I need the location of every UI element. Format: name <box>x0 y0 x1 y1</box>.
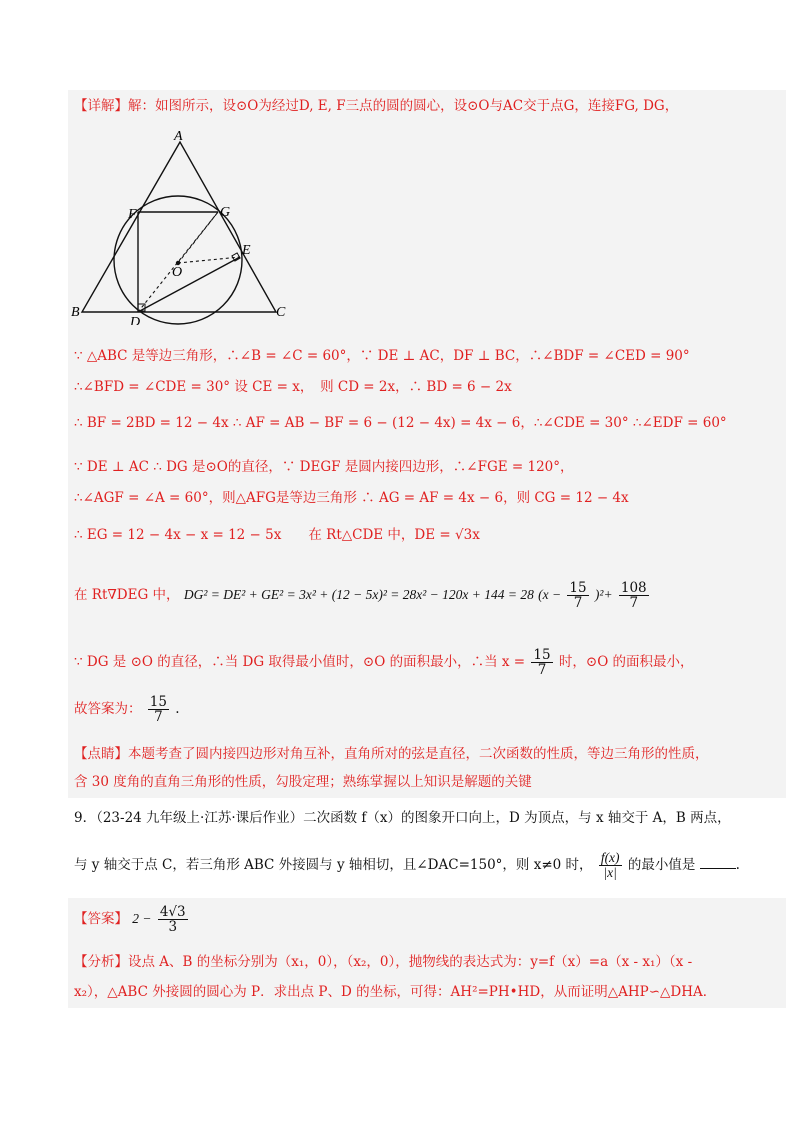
step-1: ∵ △ABC 是等边三角形，∴∠B = ∠C = 60°，∵ DE ⊥ AC，DF ⊥ BC，∴∠BDF = ∠CED = 90° <box>74 348 690 364</box>
eq-frac1-den: 7 <box>573 595 583 611</box>
concl-frac-den: 7 <box>537 662 547 678</box>
eq-frac2-den: 7 <box>629 595 639 611</box>
detail-answer-den: 7 <box>154 709 163 725</box>
geometry-figure <box>70 130 300 325</box>
question-line-2 <box>74 848 740 882</box>
step-6: ∴ EG = 12 − 4x − x = 12 − 5x 在 Rt△CDE 中，DE = √3x <box>74 527 480 543</box>
equation-paren-b: )²+ <box>594 587 613 602</box>
equation-prefix: 在 Rt∇DEG 中， <box>74 587 180 603</box>
equation-paren-a: (x − <box>538 587 562 602</box>
equation-line <box>74 580 730 610</box>
label-d: D <box>130 315 141 325</box>
label-g: G <box>220 205 231 220</box>
label-a: A <box>174 130 183 144</box>
analysis-line-2: x₂），△ABC 外接圆的圆心为 P．求出点 P、D 的坐标，可得：AH²=PH•HD，从而证明△AHP∽△DHA． <box>74 984 717 1000</box>
question-line-2b: 的最小值是 <box>627 857 696 873</box>
step-3: ∴ BF = 2BD = 12 − 4x ∴ AF = AB − BF = 6 − (12 − 4x) = 4x − 6，∴∠CDE = 30° ∴∠EDF = 60° <box>74 415 727 431</box>
answer-line <box>74 902 730 936</box>
label-b: B <box>71 305 80 320</box>
concl-frac-num: 15 <box>533 647 551 663</box>
eq-frac2-num: 108 <box>620 580 647 596</box>
detail-intro: 【详解】解：如图所示，设⊙O为经过D, E, F三点的圆的圆心，设⊙O与AC交于点G，连接FG, DG， <box>74 98 679 114</box>
step-5: ∴∠AGF = ∠A = 60°，则△AFG是等边三角形 ∴ AG = AF = 4x − 6，则 CG = 12 − 4x <box>74 490 629 506</box>
step-2: ∴∠BFD = ∠CDE = 30° 设 CE = x， 则 CD = 2x，∴ BD = 6 − 2x <box>74 379 512 395</box>
label-o: O <box>172 265 183 280</box>
detail-answer-num: 15 <box>149 694 167 710</box>
detail-answer-label: 故答案为： <box>74 701 142 717</box>
question-line-1: 9．（23-24 九年级上·江苏·课后作业）二次函数 f（x）的图象开口向上，D 为顶点，与 x 轴交于 A，B 两点， <box>74 810 731 826</box>
conclusion-a: ∵ DG 是 ⊙O 的直径，∴当 DG 取得最小值时，⊙O 的面积最小，∴当 x = <box>74 654 526 670</box>
comment-line-2: 含 30 度角的直角三角形的性质，勾股定理；熟练掌握以上知识是解题的关键 <box>74 774 532 790</box>
answer-value-a: 2 − <box>132 911 152 926</box>
equation-body: DG² = DE² + GE² = 3x² + (12 − 5x)² = 28x² − 120x + 144 = 28 <box>183 587 534 602</box>
question-line-2c: . <box>735 857 740 873</box>
label-e: E <box>242 243 251 258</box>
answer-label: 【答案】 <box>74 911 128 927</box>
question-frac-num: f(x) <box>600 850 620 865</box>
step-4: ∵ DE ⊥ AC ∴ DG 是⊙O的直径，∵ DEGF 是圆内接四边形，∴∠FGE = 120°， <box>74 459 574 475</box>
triangle-abc <box>82 142 276 312</box>
conclusion-b: 时，⊙O 的面积最小， <box>558 654 694 670</box>
answer-blank <box>700 856 736 869</box>
label-c: C <box>276 305 286 320</box>
question-frac-den: |x| <box>603 865 617 880</box>
label-f: F <box>128 207 137 222</box>
answer-value-den: 3 <box>168 919 178 935</box>
question-line-2a: 与 y 轴交于点 C，若三角形 ABC 外接圆与 y 轴相切，且∠DAC=150°，则 x≠0 时， <box>74 857 593 873</box>
detail-answer-line: 故答案为： $\frac{15}{7}$ . <box>74 694 180 725</box>
conclusion-line <box>74 645 730 679</box>
eq-frac1-num: 15 <box>569 580 587 596</box>
analysis-line-1: 【分析】设点 A、B 的坐标分别为（x₁，0），（x₂，0），抛物线的表达式为：y=f（x）=a（x - x₁）（x - <box>74 954 693 970</box>
answer-value-num: 4√3 <box>159 904 186 920</box>
comment-line-1: 【点睛】本题考查了圆内接四边形对角互补，直角所对的弦是直径，二次函数的性质，等边三角形的性质， <box>74 746 709 762</box>
